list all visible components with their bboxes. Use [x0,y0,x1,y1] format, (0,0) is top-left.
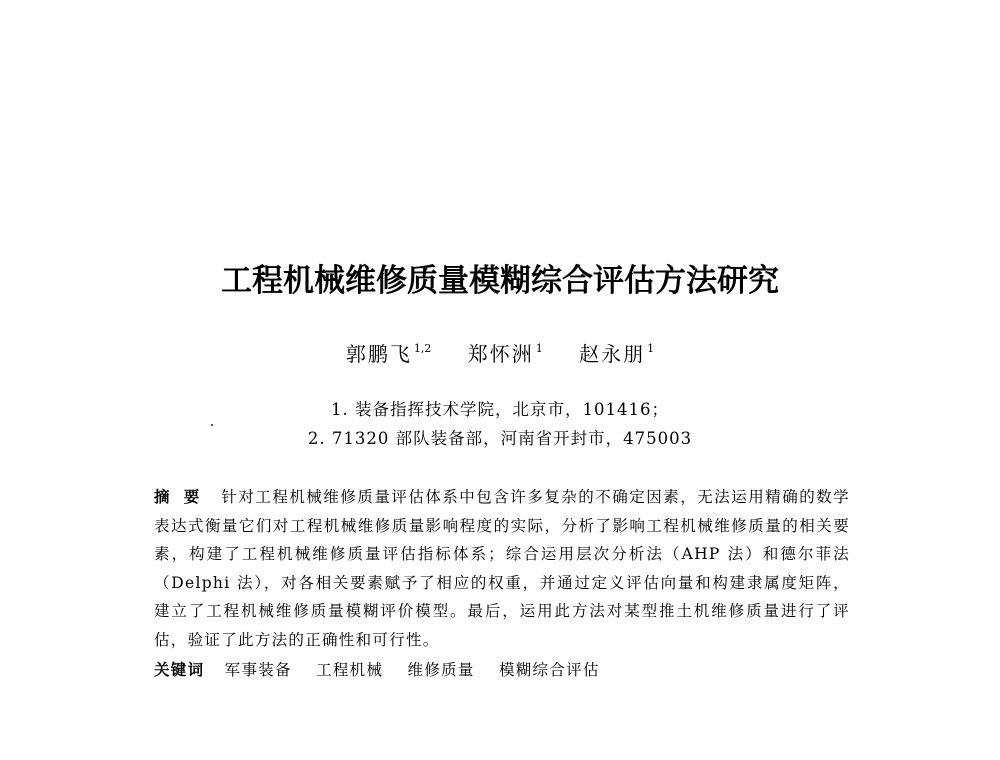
author-affiliation-mark: 1 [535,342,543,355]
author-name: 郑怀洲 [467,342,534,366]
keyword: 军事装备 [224,661,292,679]
affiliation-1: 1. 装备指挥技术学院，北京市，101416； [331,400,669,419]
author-affiliation-mark: 1,2 [413,342,432,355]
keyword: 工程机械 [316,661,384,679]
abstract [154,483,850,655]
author-2 [468,335,543,368]
paper-title: 工程机械维修质量模糊综合评估方法研究 [221,263,779,299]
keywords [154,657,850,683]
author-name: 赵永朋 [579,342,646,366]
author-1 [346,335,432,368]
keyword: 模糊综合评估 [498,661,600,679]
author-name: 郭鹏飞 [345,342,412,366]
abstract-text: 针对工程机械维修质量评估体系中包含许多复杂的不确定因素，无法运用精确的数学表达式衡量它们对工程机械维修质量影响程度的实际，分析了影响工程机械维修质量的相关要素，构建了工程机械维修质量评估指标体系；综合运用层次分析法（AHP 法）和德尔菲法（Delphi 法），对各相关要素赋予了相应的权重，并通过定义评估向量和构建隶属度矩阵，建立了工程机械维修质量模糊评价模型。最后，运用此方法对某型推土机维修质量进行了评估，验证了此方法的正确性和可行性。 [154,488,850,649]
author-list [150,335,850,368]
keyword: 维修质量 [407,661,475,679]
keywords-label: 关键词 [154,661,205,679]
author-affiliation-mark: 1 [647,342,655,355]
author-3 [579,335,654,368]
scan-speck [211,424,213,426]
affiliation-2: 2. 71320 部队装备部，河南省开封市，475003 [307,429,693,448]
abstract-label: 摘要 [154,488,214,506]
